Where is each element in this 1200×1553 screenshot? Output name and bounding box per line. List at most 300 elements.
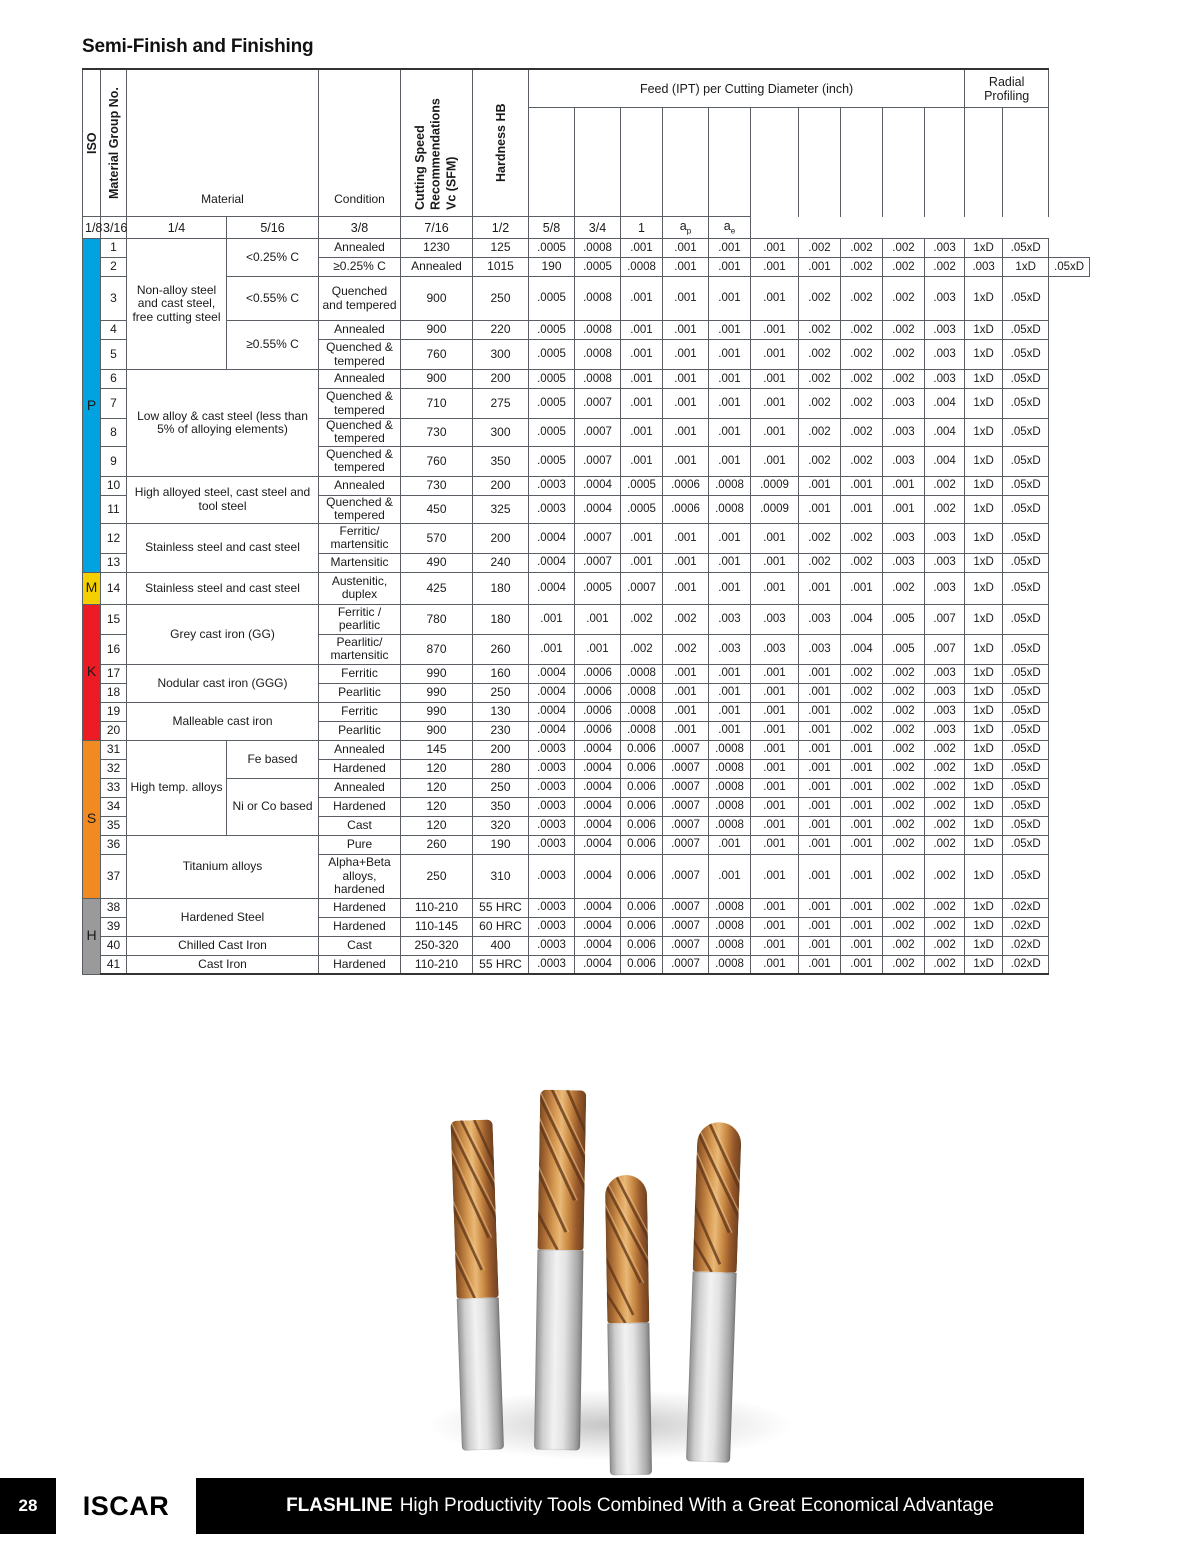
feed-cell: .001: [621, 419, 663, 447]
material-sub-spec: Fe based: [227, 740, 319, 778]
feed-cell: .001: [751, 553, 799, 572]
radial-ap-cell: 1xD: [965, 419, 1003, 447]
feed-cell: .001: [663, 572, 709, 604]
material-group-no: 17: [101, 664, 127, 683]
feed-cell: .002: [883, 917, 925, 936]
feed-cell: .001: [663, 664, 709, 683]
feed-cell: .0004: [575, 936, 621, 955]
material-sub-spec: ≥0.25% C: [319, 258, 401, 277]
feed-col-spacer-2: [575, 108, 621, 217]
feed-cell: .001: [799, 740, 841, 759]
header-radial-line2: Profiling: [984, 88, 1030, 103]
feed-cell: .001: [529, 634, 575, 664]
feed-cell: .001: [799, 835, 841, 854]
radial-ae-cell: .05xD: [1003, 553, 1049, 572]
hardness-cell: 130: [473, 702, 529, 721]
radial-ap-cell: 1xD: [965, 340, 1003, 370]
feed-cell: .002: [925, 258, 965, 277]
feed-cell: .002: [841, 523, 883, 553]
feed-cell: .001: [841, 759, 883, 778]
feed-cell: .002: [925, 759, 965, 778]
feed-cell: .001: [799, 664, 841, 683]
radial-ap-cell: 1xD: [965, 898, 1003, 917]
feed-cell: .001: [799, 721, 841, 740]
feed-cell: .0003: [529, 835, 575, 854]
table-row: [83, 321, 1090, 340]
material-name: Low alloy & cast steel (less than 5% of alloying elements): [127, 370, 319, 477]
condition-cell: Alpha+Beta alloys, hardened: [319, 854, 401, 898]
condition-cell: Pearlitic/ martensitic: [319, 634, 401, 664]
material-group-no: 36: [101, 835, 127, 854]
header-radial-profiling-group: [965, 69, 1049, 108]
table-header-row-diameters: [83, 217, 1090, 239]
material-name: Nodular cast iron (GGG): [127, 664, 319, 702]
feed-cell: .003: [925, 664, 965, 683]
feed-cell: 0.006: [621, 917, 663, 936]
feed-cell: .0003: [529, 816, 575, 835]
end-mill-2-shank: [534, 1250, 583, 1451]
feed-cell: .001: [709, 321, 751, 340]
feed-cell: .001: [663, 553, 709, 572]
feed-cell: .003: [925, 277, 965, 321]
feed-cell: .0004: [529, 523, 575, 553]
header-ap: $a_p$: [663, 217, 709, 239]
feed-cell: .0005: [575, 258, 621, 277]
end-mill-1-flutes: [450, 1119, 498, 1298]
condition-cell: Annealed: [319, 239, 401, 258]
feed-cell: 0.006: [621, 816, 663, 835]
cutting-speed-cell: 110-145: [401, 917, 473, 936]
feed-cell: .002: [799, 553, 841, 572]
feed-cell: .0003: [529, 936, 575, 955]
feed-cell: .001: [709, 721, 751, 740]
feed-cell: .001: [799, 778, 841, 797]
feed-cell: .0008: [621, 721, 663, 740]
feed-cell: .0008: [709, 955, 751, 974]
feed-cell: .003: [799, 634, 841, 664]
material-group-no: 6: [101, 370, 127, 389]
hardness-cell: 400: [473, 936, 529, 955]
table-row: [83, 955, 1090, 974]
material-group-no: 15: [101, 604, 127, 634]
material-group-no: 10: [101, 476, 127, 495]
hardness-cell: 190: [529, 258, 575, 277]
feed-cell: .0004: [529, 572, 575, 604]
hardness-cell: 60 HRC: [473, 917, 529, 936]
feed-cell: .0003: [529, 917, 575, 936]
radial-ae-cell: .05xD: [1003, 340, 1049, 370]
feed-cell: .0007: [663, 835, 709, 854]
feed-cell: .002: [925, 955, 965, 974]
feed-cell: .001: [841, 797, 883, 816]
feed-cell: .002: [883, 664, 925, 683]
feed-cell: .002: [841, 446, 883, 476]
feed-cell: .0003: [529, 955, 575, 974]
feed-cell: .0005: [621, 495, 663, 523]
feed-cell: .001: [709, 446, 751, 476]
feed-cell: .001: [841, 898, 883, 917]
feed-cell: .002: [799, 277, 841, 321]
end-mill-3-shank: [607, 1323, 652, 1476]
header-feed-group: Feed (IPT) per Cutting Diameter (inch): [529, 69, 965, 108]
feed-cell: .001: [709, 277, 751, 321]
feed-cell: .0008: [621, 683, 663, 702]
header-radial-line1: Radial: [988, 74, 1025, 89]
feed-cell: .002: [883, 572, 925, 604]
radial-ae-cell: .05xD: [1003, 321, 1049, 340]
feed-cell: .001: [663, 389, 709, 419]
feed-cell: .0004: [575, 759, 621, 778]
feed-cell: .001: [663, 370, 709, 389]
material-group-no: 9: [101, 446, 127, 476]
feed-cell: .0007: [663, 816, 709, 835]
material-sub-spec: Ni or Co based: [227, 778, 319, 835]
feed-cell: .002: [841, 277, 883, 321]
material-group-no: 11: [101, 495, 127, 523]
feed-cell: .001: [799, 476, 841, 495]
feed-cell: .0004: [575, 740, 621, 759]
feed-cell: .001: [621, 389, 663, 419]
feed-cell: .002: [799, 370, 841, 389]
iso-group-s: S: [83, 740, 101, 898]
feed-cell: .001: [663, 721, 709, 740]
hardness-cell: 280: [473, 759, 529, 778]
feed-cell: .002: [841, 721, 883, 740]
condition-cell: Annealed: [319, 778, 401, 797]
cutting-speed-cell: 1015: [473, 258, 529, 277]
feed-cell: .002: [663, 634, 709, 664]
table-row: [83, 476, 1090, 495]
material-group-no: 8: [101, 419, 127, 447]
feed-cell: .003: [925, 523, 965, 553]
feed-cell: .002: [841, 553, 883, 572]
feed-cell: .002: [841, 683, 883, 702]
feed-cell: .002: [925, 797, 965, 816]
feed-cell: .001: [751, 258, 799, 277]
radial-ae-cell: .05xD: [1003, 721, 1049, 740]
feed-cell: .001: [575, 604, 621, 634]
table-row: [83, 664, 1090, 683]
feed-cell: .004: [841, 634, 883, 664]
radial-ae-cell: .05xD: [1003, 634, 1049, 664]
feed-cell: .001: [529, 604, 575, 634]
feed-cell: .0005: [529, 446, 575, 476]
feed-cell: .002: [883, 835, 925, 854]
radial-ae-cell: .02xD: [1003, 936, 1049, 955]
material-name: High alloyed steel, cast steel and tool steel: [127, 476, 319, 523]
radial-ae-cell: .05xD: [1003, 419, 1049, 447]
footer-brand-logo: ISCAR: [56, 1478, 196, 1534]
feed-cell: .0008: [621, 702, 663, 721]
cutting-data-table: [82, 68, 1090, 975]
material-sub-spec: <0.55% C: [227, 277, 319, 321]
header-hardness-label: Hardness HB: [493, 103, 508, 183]
radial-ae-cell: .05xD: [1003, 370, 1049, 389]
feed-cell: .001: [663, 321, 709, 340]
radial-ap-cell: 1xD: [965, 523, 1003, 553]
feed-cell: .001: [751, 955, 799, 974]
feed-cell: .002: [799, 321, 841, 340]
feed-cell: .001: [709, 340, 751, 370]
feed-cell: .001: [751, 340, 799, 370]
header-material-label: Material: [201, 191, 244, 206]
cutting-speed-cell: 250: [401, 854, 473, 898]
feed-cell: .0008: [575, 370, 621, 389]
end-mill-2-flutes: [537, 1090, 586, 1251]
table-row: [83, 702, 1090, 721]
radial-ae-cell: .05xD: [1003, 778, 1049, 797]
feed-cell: .001: [883, 495, 925, 523]
feed-cell: .002: [925, 936, 965, 955]
feed-cell: .002: [883, 759, 925, 778]
feed-cell: .003: [925, 702, 965, 721]
feed-cell: .002: [883, 778, 925, 797]
feed-cell: .0005: [575, 572, 621, 604]
feed-cell: .002: [925, 917, 965, 936]
material-group-no: 34: [101, 797, 127, 816]
feed-cell: .001: [751, 898, 799, 917]
hardness-cell: 275: [473, 389, 529, 419]
radial-ap-cell: 1xD: [1003, 258, 1049, 277]
feed-cell: .0004: [529, 553, 575, 572]
condition-cell: Hardened: [319, 797, 401, 816]
feed-cell: .0004: [529, 683, 575, 702]
footer-tagline: [196, 1478, 1084, 1534]
feed-cell: .001: [841, 572, 883, 604]
feed-cell: .001: [709, 553, 751, 572]
feed-cell: .003: [751, 604, 799, 634]
header-material-group-no: [101, 69, 127, 217]
condition-cell: Annealed: [319, 476, 401, 495]
hardness-cell: 320: [473, 816, 529, 835]
feed-cell: .0003: [529, 797, 575, 816]
feed-cell: .0003: [529, 778, 575, 797]
header-dia-3-4: 3/4: [575, 217, 621, 239]
feed-cell: .0007: [663, 917, 709, 936]
table-row: [83, 523, 1090, 553]
cutting-speed-cell: 145: [401, 740, 473, 759]
feed-cell: .001: [751, 239, 799, 258]
feed-cell: .0004: [575, 476, 621, 495]
radial-ap-cell: 1xD: [965, 446, 1003, 476]
radial-ae-cell: .05xD: [1003, 816, 1049, 835]
radial-ae-cell: .05xD: [1003, 854, 1049, 898]
radial-ap-cell: 1xD: [965, 816, 1003, 835]
table-row: [83, 936, 1090, 955]
material-name: Malleable cast iron: [127, 702, 319, 740]
radial-ap-cell: 1xD: [965, 721, 1003, 740]
radial-ae-cell: .05xD: [1003, 495, 1049, 523]
feed-cell: .0008: [621, 258, 663, 277]
cutting-speed-cell: 710: [401, 389, 473, 419]
feed-cell: .002: [925, 495, 965, 523]
feed-cell: .001: [621, 446, 663, 476]
condition-cell: Pearlitic: [319, 683, 401, 702]
cutting-speed-cell: 760: [401, 340, 473, 370]
radial-ae-cell: .02xD: [1003, 917, 1049, 936]
product-photo: [0, 1070, 1200, 1460]
feed-cell: .001: [799, 816, 841, 835]
feed-cell: .001: [709, 664, 751, 683]
feed-cell: .002: [841, 340, 883, 370]
feed-cell: .001: [663, 239, 709, 258]
condition-cell: Hardened: [319, 759, 401, 778]
condition-cell: Quenched & tempered: [319, 389, 401, 419]
condition-cell: Ferritic: [319, 664, 401, 683]
feed-cell: .003: [925, 553, 965, 572]
feed-cell: .001: [709, 419, 751, 447]
material-sub-spec: ≥0.55% C: [227, 321, 319, 370]
radial-ap-cell: 1xD: [965, 321, 1003, 340]
feed-cell: .0005: [529, 419, 575, 447]
radial-ap-cell: 1xD: [965, 683, 1003, 702]
feed-cell: .002: [841, 321, 883, 340]
feed-cell: .007: [925, 604, 965, 634]
end-mill-1-shank: [457, 1297, 504, 1450]
feed-cell: .0007: [575, 446, 621, 476]
material-group-no: 19: [101, 702, 127, 721]
feed-cell: .0003: [529, 854, 575, 898]
feed-cell: .001: [841, 835, 883, 854]
feed-cell: .002: [883, 898, 925, 917]
condition-cell: Hardened: [319, 898, 401, 917]
feed-cell: .0004: [575, 495, 621, 523]
feed-cell: .002: [883, 797, 925, 816]
cutting-speed-cell: 110-210: [401, 898, 473, 917]
feed-cell: 0.006: [621, 759, 663, 778]
feed-cell: .005: [883, 634, 925, 664]
radial-ae-cell: .05xD: [1003, 702, 1049, 721]
feed-cell: .001: [883, 476, 925, 495]
feed-cell: .002: [841, 370, 883, 389]
feed-cell: .0008: [709, 778, 751, 797]
condition-cell: Cast: [319, 936, 401, 955]
feed-cell: .003: [709, 604, 751, 634]
header-material-group-no-label: Material Group No.: [106, 87, 121, 199]
material-group-no: 13: [101, 553, 127, 572]
radial-ae-cell: .05xD: [1003, 604, 1049, 634]
feed-cell: .001: [621, 277, 663, 321]
material-group-no: 31: [101, 740, 127, 759]
feed-cell: .004: [841, 604, 883, 634]
radial-ae-cell: .05xD: [1003, 389, 1049, 419]
feed-cell: .001: [751, 702, 799, 721]
feed-cell: .001: [709, 572, 751, 604]
condition-cell: Pure: [319, 835, 401, 854]
feed-cell: .001: [621, 523, 663, 553]
material-group-no: 18: [101, 683, 127, 702]
cutting-speed-cell: 120: [401, 778, 473, 797]
header-dia-3-16: 3/16: [101, 217, 127, 239]
material-group-no: 16: [101, 634, 127, 664]
feed-cell: .001: [709, 835, 751, 854]
feed-cell: .002: [883, 936, 925, 955]
cutting-speed-cell: 900: [401, 321, 473, 340]
feed-cell: .001: [841, 778, 883, 797]
feed-cell: .002: [841, 702, 883, 721]
material-group-no: 41: [101, 955, 127, 974]
radial-ap-cell: 1xD: [965, 955, 1003, 974]
feed-cell: .001: [799, 854, 841, 898]
feed-cell: .003: [925, 370, 965, 389]
header-cutting-speed: [401, 69, 473, 217]
cutting-speed-cell: 570: [401, 523, 473, 553]
end-mill-1: [450, 1119, 503, 1450]
hardness-cell: 200: [473, 476, 529, 495]
radial-ap-cell: 1xD: [965, 389, 1003, 419]
feed-cell: .0004: [575, 917, 621, 936]
feed-col-spacer-1: [529, 108, 575, 217]
end-mill-3-flutes: [605, 1175, 650, 1324]
feed-cell: .001: [621, 553, 663, 572]
feed-cell: .0008: [709, 816, 751, 835]
feed-cell: .002: [883, 277, 925, 321]
header-iso: [83, 69, 101, 217]
condition-cell: Annealed: [319, 740, 401, 759]
hardness-cell: 350: [473, 446, 529, 476]
feed-cell: .0008: [575, 321, 621, 340]
material-name: High temp. alloys: [127, 740, 227, 835]
feed-cell: .001: [799, 572, 841, 604]
feed-cell: .0008: [621, 664, 663, 683]
feed-cell: .0008: [709, 936, 751, 955]
feed-cell: .0004: [529, 721, 575, 740]
hardness-cell: 220: [473, 321, 529, 340]
feed-cell: .001: [709, 523, 751, 553]
feed-cell: .001: [799, 917, 841, 936]
header-dia-3-8: 3/8: [319, 217, 401, 239]
material-name: Hardened Steel: [127, 898, 319, 936]
table-row: [83, 277, 1090, 321]
feed-cell: .0006: [663, 476, 709, 495]
feed-cell: .001: [799, 683, 841, 702]
material-group-no: 1: [101, 239, 127, 258]
condition-cell: Pearlitic: [319, 721, 401, 740]
feed-cell: .001: [751, 321, 799, 340]
feed-cell: .003: [925, 239, 965, 258]
feed-cell: .002: [925, 835, 965, 854]
feed-cell: .002: [621, 634, 663, 664]
feed-cell: .0004: [575, 797, 621, 816]
radial-ae-cell: .05xD: [1003, 740, 1049, 759]
feed-cell: .0005: [529, 239, 575, 258]
feed-cell: .002: [883, 702, 925, 721]
iso-group-p: P: [83, 239, 101, 573]
header-condition-label: Condition: [334, 191, 385, 206]
radial-ap-cell: 1xD: [965, 495, 1003, 523]
condition-cell: Hardened: [319, 917, 401, 936]
feed-cell: .001: [751, 854, 799, 898]
feed-cell: .002: [883, 340, 925, 370]
feed-cell: .002: [883, 683, 925, 702]
feed-cell: .003: [925, 340, 965, 370]
header-dia-1-8: 1/8: [83, 217, 101, 239]
feed-cell: .001: [621, 370, 663, 389]
feed-cell: 0.006: [621, 936, 663, 955]
feed-cell: .003: [883, 419, 925, 447]
radial-ap-cell: 1xD: [965, 740, 1003, 759]
feed-cell: .0008: [709, 797, 751, 816]
page-title: Semi-Finish and Finishing: [82, 36, 314, 57]
feed-cell: .0003: [529, 759, 575, 778]
table-row: [83, 604, 1090, 634]
cutting-speed-cell: 990: [401, 683, 473, 702]
cutting-speed-cell: 260: [401, 835, 473, 854]
header-cutting-speed-label: Cutting Speed Recommendations Vc (SFM): [413, 98, 459, 210]
feed-cell: .0007: [663, 740, 709, 759]
material-group-no: 33: [101, 778, 127, 797]
feed-cell: 0.006: [621, 778, 663, 797]
